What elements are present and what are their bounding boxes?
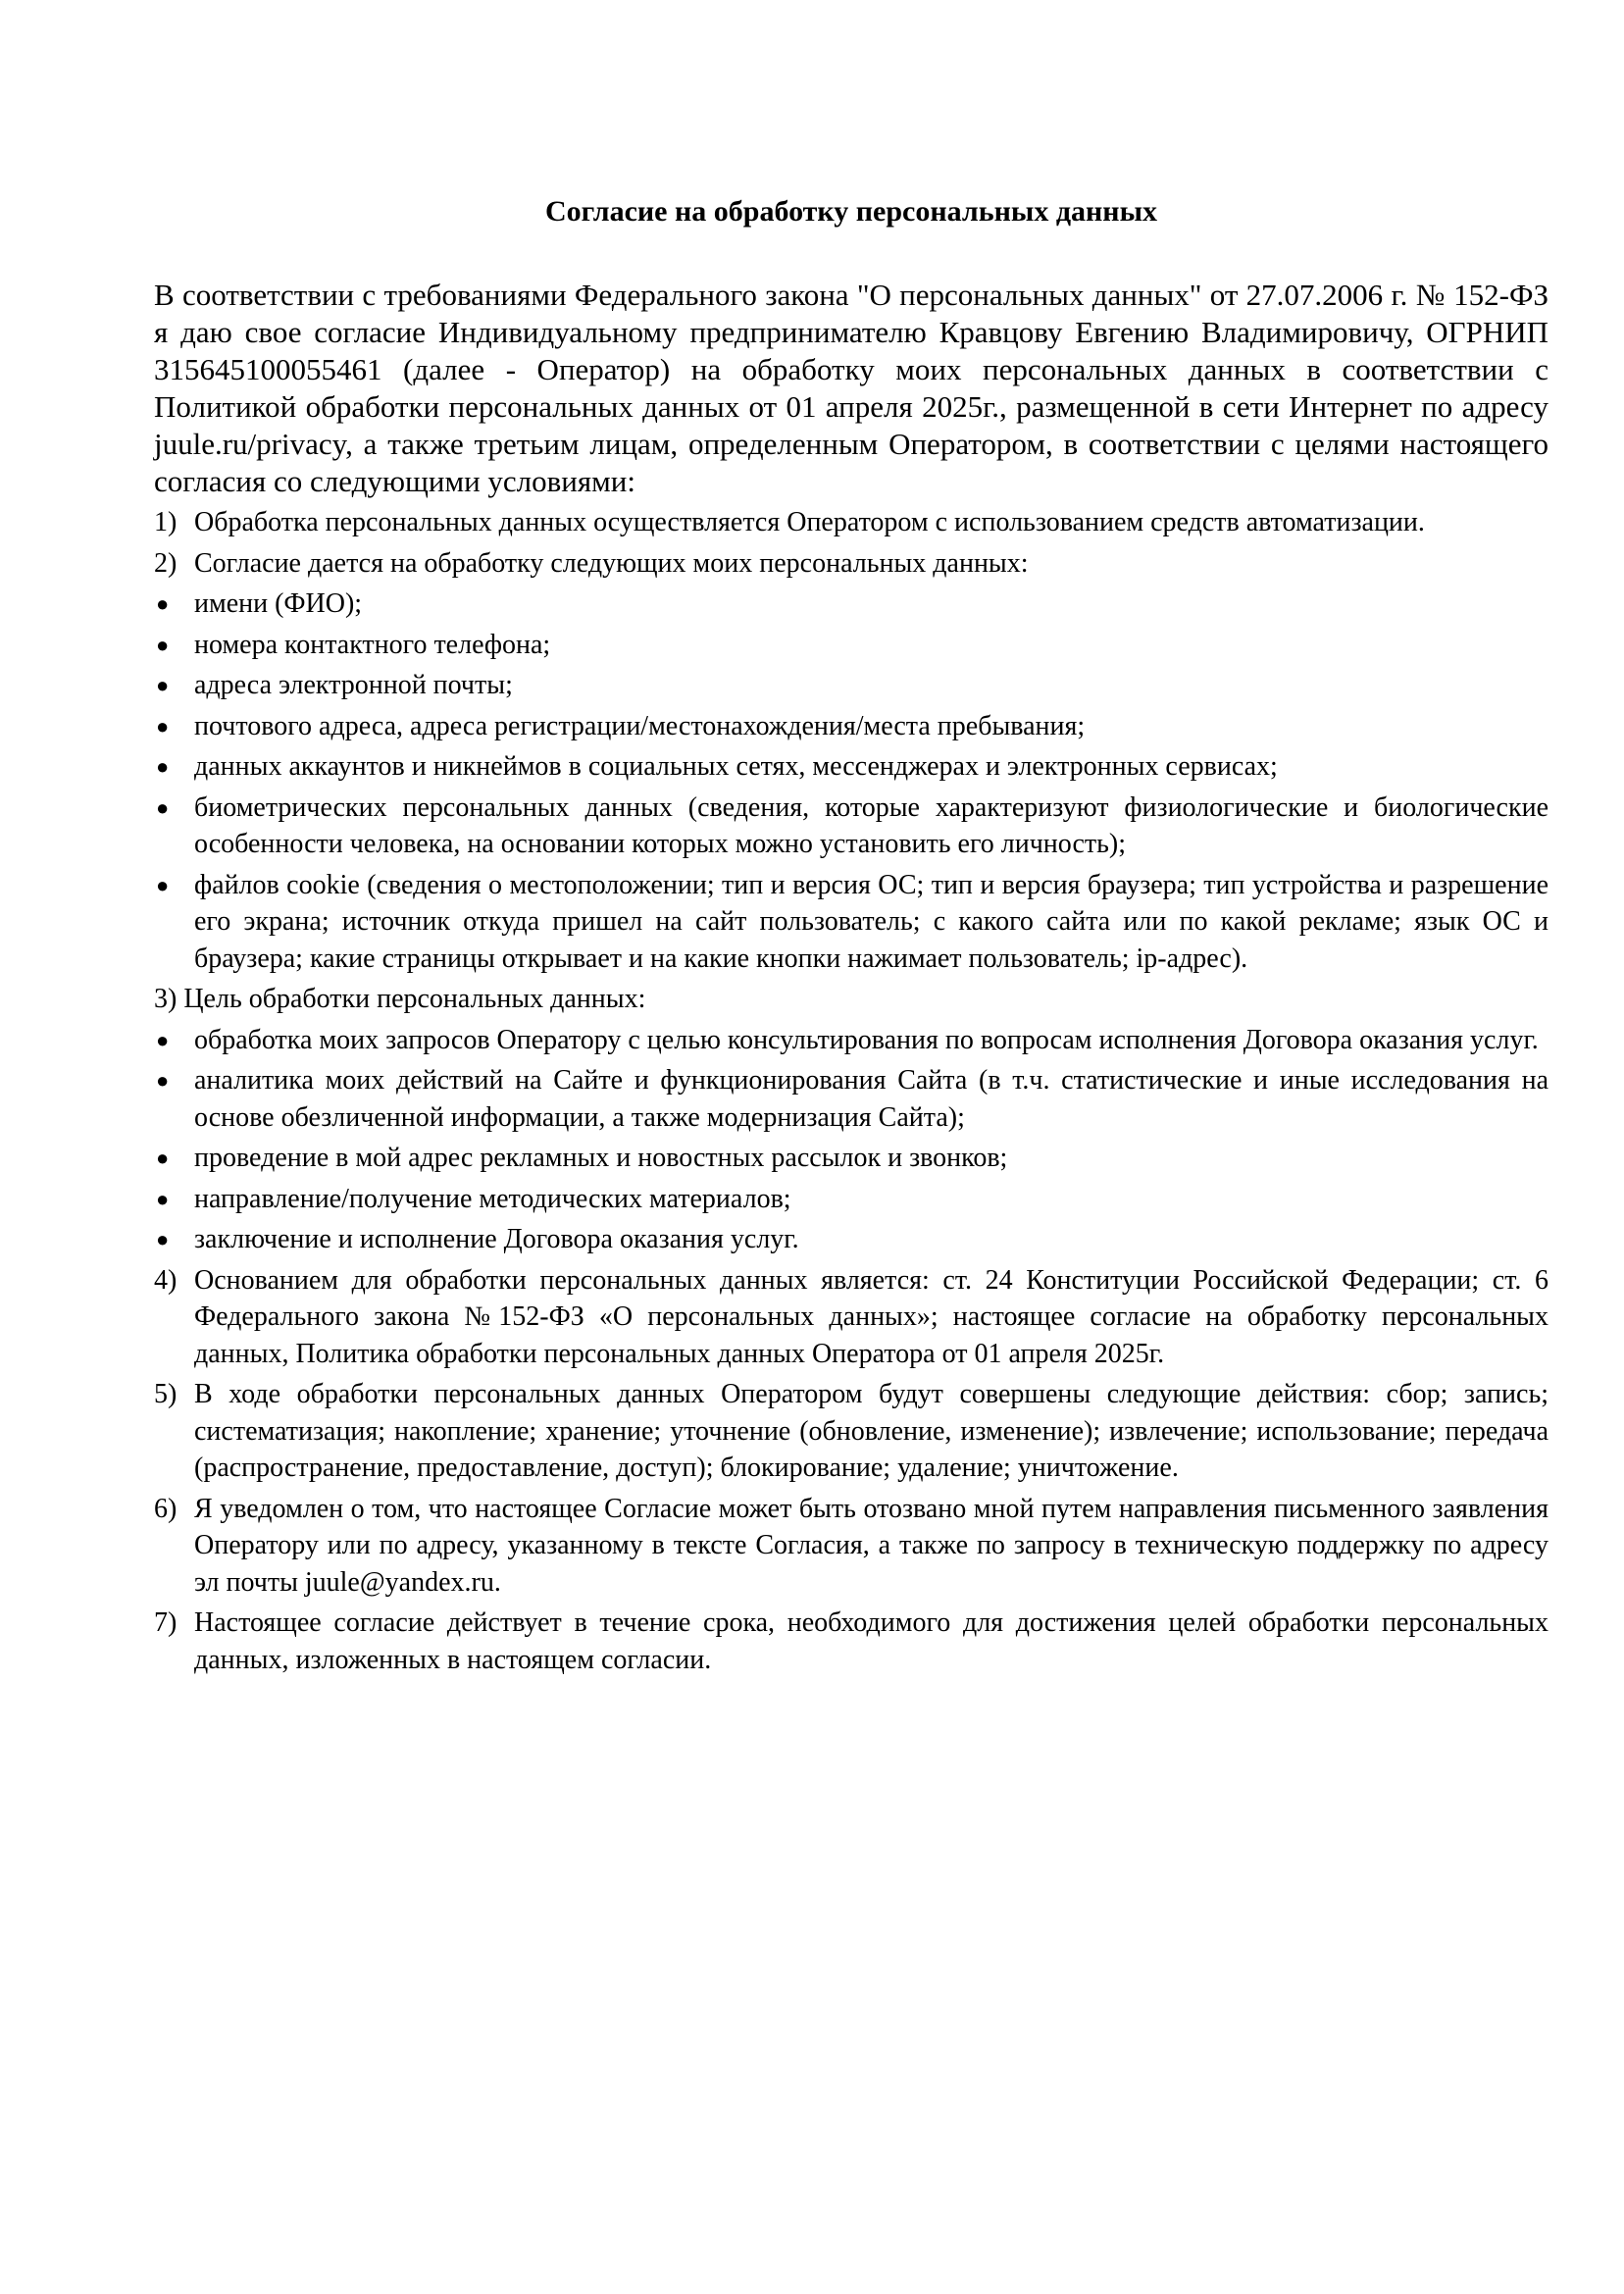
condition-text: Согласие дается на обработку следующих моих персональных данных:: [194, 547, 1029, 579]
intro-paragraph: В соответствии с требованиями Федерального закона "О персональных данных" от 27.07.2006 г. № 152-ФЗ я даю свое согласие Индивидуальному предпринимателю Кравцову Евгению Владимировичу, ОГРНИП 315645100055461 (далее - Оператор) на обработку моих персональных данных в соответствии с Политикой обработки персональных данных от 01 апреля 2025г., размещенной в сети Интернет по адресу juule.ru/privacy, а также третьим лицам, определенным Оператором, в соответствии с целями настоящего согласия со следующими условиями:: [154, 278, 1548, 498]
bullet-icon: ●: [156, 1227, 170, 1251]
condition-item-4: [154, 1262, 1548, 1373]
condition-item-2: [154, 545, 1548, 583]
condition-text: Обработка персональных данных осуществляется Оператором с использованием средств автоматизации.: [194, 507, 1425, 537]
condition-text: Основанием для обработки персональных данных является: ст. 24 Конституции Российской Федерации; ст. 6 Федерального закона №152-ФЗ «О персональных данных»; настоящее согласие на обработку персональных данных, Политика обработки персональных данных Оператора от 01 апреля 2025г.: [194, 1264, 1548, 1369]
bullet-icon: ●: [156, 673, 170, 697]
condition-item-1: [154, 504, 1548, 541]
bullet-text: проведение в мой адрес рекламных и новостных рассылок и звонков;: [194, 1143, 1008, 1173]
bullet-text: аналитика моих действий на Сайте и функционирования Сайта (в т.ч. статистические и иные исследования на основе обезличенной информации, а также модернизация Сайта);: [194, 1065, 1548, 1133]
purpose-list-item: [154, 1181, 1548, 1218]
bullet-text: почтового адреса, адреса регистрации/местонахождения/места пребывания;: [194, 710, 1086, 741]
condition-item-3: 3) Цель обработки персональных данных:: [154, 984, 646, 1014]
bullet-text: номера контактного телефона;: [194, 629, 551, 660]
data-list-item: [154, 627, 1548, 664]
purpose-list-item: [154, 1022, 1548, 1059]
purpose-list-item: [154, 1062, 1548, 1136]
conditions-list: [154, 504, 1548, 1678]
data-list-item: [154, 867, 1548, 978]
condition-text: Я уведомлен о том, что настоящее Согласие может быть отозвано мной путем направления письменного заявления Оператору или по адресу, указанному в тексте Согласия, а также по запросу в техническую поддержку по адресу эл почты juule@yandex.ru.: [194, 1493, 1548, 1598]
condition-number: 6): [154, 1493, 178, 1524]
bullet-text: обработка моих запросов Оператору с целью консультирования по вопросам исполнения Договора оказания услуг.: [194, 1024, 1539, 1055]
condition-item-7: [154, 1605, 1548, 1678]
bullet-icon: ●: [156, 1146, 170, 1170]
data-list-item: [154, 708, 1548, 745]
condition-text: В ходе обработки персональных данных Оператором будут совершены следующие действия: сбор; запись; систематизация; накопление; хранение; уточнение (обновление, изменение); извлечение; использование; передача (распространение, предоставление, доступ); блокирование; удаление; уничтожение.: [194, 1379, 1548, 1483]
bullet-icon: ●: [156, 591, 170, 616]
bullet-text: данных аккаунтов и никнеймов в социальных сетях, мессенджерах и электронных сервисах;: [194, 751, 1278, 782]
condition-item-5: [154, 1376, 1548, 1487]
document-title: Согласие на обработку персональных данных: [544, 195, 1157, 228]
bullet-icon: ●: [156, 872, 170, 897]
bullet-icon: ●: [156, 1186, 170, 1211]
bullet-icon: ●: [156, 794, 170, 820]
bullet-icon: ●: [156, 1027, 170, 1052]
bullet-icon: ●: [156, 632, 170, 657]
bullet-text: файлов cookie (сведения о местоположении; тип и версия ОС; тип и версия браузера; тип устройства и разрешение его экрана; источник откуда пришел на сайт пользователь; с какого сайта или по какой рекламе; язык ОС и браузера; какие страницы открывает и на какие кнопки нажимает пользователь; ip-адрес).: [194, 869, 1548, 974]
condition-number: 2): [154, 547, 178, 579]
bullet-text: направление/получение методических материалов;: [194, 1183, 791, 1214]
bullet-text: заключение и исполнение Договора оказания услуг.: [194, 1224, 799, 1254]
purpose-list-item: [154, 1221, 1548, 1258]
condition-number: 1): [154, 507, 178, 537]
bullet-text: биометрических персональных данных (сведения, которые характеризуют физиологические и биологические особенности человека, на основании которых можно установить его личность);: [194, 791, 1548, 859]
data-list-item: [154, 586, 1548, 623]
bullet-icon: ●: [156, 1068, 170, 1093]
bullet-text: адреса электронной почты;: [194, 670, 513, 700]
data-list-item: [154, 748, 1548, 786]
condition-number: 7): [154, 1607, 178, 1638]
bullet-icon: ●: [156, 754, 170, 779]
condition-number: 4): [154, 1264, 178, 1296]
document-body: [154, 192, 1548, 1678]
bullet-icon: ●: [156, 713, 170, 739]
data-list-item: [154, 667, 1548, 704]
bullet-text: имени (ФИО);: [194, 588, 363, 619]
condition-number: 5): [154, 1379, 178, 1409]
purpose-list-item: [154, 1140, 1548, 1177]
condition-text: Настоящее согласие действует в течение срока, необходимого для достижения целей обработки персональных данных, изложенных в настоящем согласии.: [194, 1607, 1548, 1675]
condition-item-6: [154, 1491, 1548, 1602]
data-list-item: [154, 790, 1548, 863]
